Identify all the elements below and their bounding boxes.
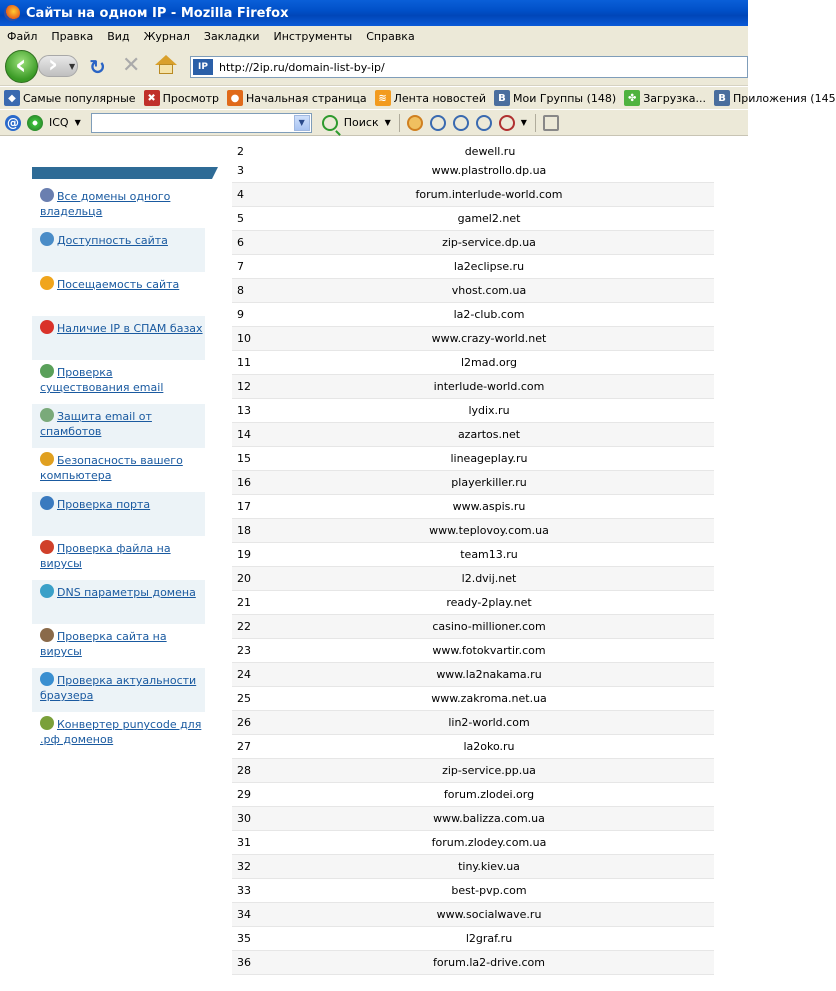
row-domain: best-pvp.com (451, 884, 527, 897)
row-domain: gamel2.net (457, 212, 521, 225)
sidebar-link-label[interactable]: Проверка порта (57, 498, 151, 511)
bookmark-label: Просмотр (162, 91, 220, 105)
lock-icon (40, 452, 54, 466)
bookmark-item[interactable] (227, 90, 367, 106)
table-row (232, 855, 714, 879)
menu-tools[interactable]: Инструменты (273, 29, 353, 43)
row-domain: l2mad.org (460, 356, 518, 369)
sidebar-link-label[interactable]: Наличие IP в СПАМ базах (57, 322, 203, 335)
history-dropdown-icon[interactable]: ▼ (69, 62, 76, 71)
row-domain: playerkiller.ru (451, 476, 527, 489)
vk-icon: B (494, 90, 510, 106)
convert-icon (40, 716, 54, 730)
sidebar-link-label[interactable]: Безопасность вашего компьютера (40, 454, 183, 482)
toolbar-separator (399, 114, 400, 132)
bookmark-item[interactable] (624, 90, 706, 106)
bookmark-label: Приложения (145 (733, 91, 836, 105)
virus-icon (40, 540, 54, 554)
firefox-icon: ● (227, 90, 243, 106)
row-domain: l2graf.ru (465, 932, 513, 945)
table-row (232, 543, 714, 567)
window-titlebar (0, 0, 748, 26)
sidebar-link-label[interactable]: Защита email от спамботов (40, 410, 152, 438)
row-number: 18 (237, 524, 251, 537)
row-number: 9 (237, 308, 244, 321)
sidebar-link[interactable] (32, 668, 205, 712)
table-row (232, 807, 714, 831)
row-number: 19 (237, 548, 251, 561)
rss-icon: ≋ (375, 90, 391, 106)
row-number: 23 (237, 644, 251, 657)
row-domain: forum.interlude-world.com (415, 188, 563, 201)
bookmark-label: Начальная страница (246, 91, 367, 105)
table-row (232, 879, 714, 903)
sidebar-link-label[interactable]: Проверка сайта на вирусы (40, 630, 167, 658)
table-row (232, 951, 714, 975)
row-domain: zip-service.dp.ua (442, 236, 536, 249)
row-number: 24 (237, 668, 251, 681)
table-row (232, 663, 714, 687)
row-number: 3 (237, 164, 244, 177)
row-domain: la2oko.ru (463, 740, 515, 753)
table-row (232, 159, 714, 183)
row-domain: www.zakroma.net.ua (431, 692, 547, 705)
download-dropdown-icon[interactable]: ▼ (520, 118, 527, 127)
back-button[interactable] (5, 50, 38, 83)
star-icon (40, 276, 54, 290)
sidebar-link-label[interactable]: Посещаемость сайта (57, 278, 180, 291)
table-row (232, 303, 714, 327)
vk-icon: B (714, 90, 730, 106)
sidebar-link[interactable] (32, 712, 205, 756)
download-icon[interactable] (499, 115, 515, 131)
row-number: 21 (237, 596, 251, 609)
navigation-toolbar (0, 46, 748, 86)
table-row (232, 711, 714, 735)
row-domain: www.teplovoy.com.ua (429, 524, 549, 537)
table-row (232, 207, 714, 231)
view-icon: ✖ (144, 90, 160, 106)
sidebar-link[interactable] (32, 272, 205, 316)
table-row (232, 615, 714, 639)
firefox-icon (4, 5, 20, 21)
sidebar-link[interactable] (32, 404, 205, 448)
row-number: 29 (237, 788, 251, 801)
table-row (232, 447, 714, 471)
row-domain: azartos.net (457, 428, 521, 441)
row-domain: la2eclipse.ru (453, 260, 525, 273)
row-number: 15 (237, 452, 251, 465)
row-domain: zip-service.pp.ua (442, 764, 536, 777)
table-row (232, 231, 714, 255)
row-number: 33 (237, 884, 251, 897)
table-row (232, 495, 714, 519)
row-number: 28 (237, 764, 251, 777)
at-icon[interactable]: @ (7, 115, 19, 130)
bookmark-label: Мои Группы (148) (512, 91, 617, 105)
row-number: 27 (237, 740, 251, 753)
row-number: 8 (237, 284, 244, 297)
row-domain: vhost.com.ua (451, 284, 527, 297)
globe-icon (40, 232, 54, 246)
table-row (232, 399, 714, 423)
row-number: 14 (237, 428, 251, 441)
row-number: 13 (237, 404, 251, 417)
table-row (232, 783, 714, 807)
sidebar-link[interactable] (32, 228, 205, 272)
sidebar-link-label[interactable]: Проверка существования email (40, 366, 164, 394)
sidebar-link[interactable] (32, 624, 205, 668)
bookmark-item[interactable] (494, 90, 616, 106)
sidebar-link[interactable] (32, 316, 205, 360)
table-row (232, 567, 714, 591)
bookmark-label: Загрузка... (643, 91, 706, 105)
table-row (232, 375, 714, 399)
eraser-icon[interactable] (543, 115, 559, 131)
sidebar-link-label[interactable]: Проверка актуальности браузера (40, 674, 197, 702)
menu-file[interactable]: Файл (7, 29, 38, 43)
sidebar-link[interactable] (32, 360, 205, 404)
mail-icon (40, 408, 54, 422)
stop-icon[interactable]: ✕ (122, 53, 141, 78)
row-number: 5 (237, 212, 244, 225)
browser-icon (40, 672, 54, 686)
url-text[interactable]: http://2ip.ru/domain-list-by-ip/ (219, 60, 385, 74)
toolbar-separator (535, 114, 536, 132)
row-number: 7 (237, 260, 244, 273)
row-number: 6 (237, 236, 244, 249)
row-domain: ready-2play.net (446, 596, 532, 609)
menu-view[interactable]: Вид (107, 29, 130, 43)
row-number: 36 (237, 956, 251, 969)
table-row (232, 735, 714, 759)
sidebar-link[interactable] (32, 448, 205, 492)
row-domain: tiny.kiev.ua (458, 860, 520, 873)
globe-icon (40, 188, 54, 202)
bookmark-item[interactable] (144, 90, 219, 106)
zoom-reset-icon[interactable] (453, 115, 469, 131)
row-number: 12 (237, 380, 251, 393)
bookmark-label: Самые популярные (23, 91, 136, 105)
table-row (232, 327, 714, 351)
page-content (0, 137, 748, 991)
row-number: 34 (237, 908, 251, 921)
row-number: 11 (237, 356, 251, 369)
row-number: 35 (237, 932, 251, 945)
home-icon[interactable] (155, 55, 177, 75)
bookmark-item[interactable] (4, 90, 136, 106)
menu-help[interactable]: Справка (366, 29, 415, 43)
mail-check-icon (40, 364, 54, 378)
row-domain: www.crazy-world.net (431, 332, 547, 345)
address-bar[interactable] (190, 56, 748, 78)
row-number: 22 (237, 620, 251, 633)
globe-icon (40, 496, 54, 510)
row-domain: interlude-world.com (433, 380, 545, 393)
table-row (232, 831, 714, 855)
row-domain: lineageplay.ru (450, 452, 528, 465)
row-number: 2 (237, 145, 244, 158)
row-domain: forum.zlodei.org (443, 788, 535, 801)
bookmark-item[interactable] (375, 90, 486, 106)
table-row (232, 903, 714, 927)
row-number: 4 (237, 188, 244, 201)
chevron-down-icon[interactable]: ▼ (294, 115, 310, 131)
row-number: 31 (237, 836, 251, 849)
row-domain: lydix.ru (468, 404, 510, 417)
row-number: 30 (237, 812, 251, 825)
sidebar-link[interactable] (32, 580, 205, 624)
sidebar (32, 184, 205, 756)
row-number: 25 (237, 692, 251, 705)
row-domain: casino-millioner.com (432, 620, 546, 633)
menu-edit[interactable]: Правка (51, 29, 94, 43)
menu-history[interactable]: Журнал (143, 29, 190, 43)
sidebar-link[interactable] (32, 536, 205, 580)
zoom-in-icon[interactable] (430, 115, 446, 131)
reload-icon[interactable]: ↻ (89, 55, 106, 79)
row-number: 26 (237, 716, 251, 729)
icq-dropdown-icon[interactable]: ▼ (74, 118, 81, 127)
user-icon (40, 628, 54, 642)
search-dropdown-icon[interactable]: ▼ (384, 118, 391, 127)
table-row (232, 591, 714, 615)
table-row (232, 639, 714, 663)
sidebar-link-label[interactable]: DNS параметры домена (57, 586, 196, 599)
bookmarks-toolbar (0, 87, 836, 109)
sidebar-link[interactable] (32, 492, 205, 536)
search-button[interactable]: Поиск (343, 116, 379, 129)
table-row (232, 423, 714, 447)
menu-bookmarks[interactable]: Закладки (203, 29, 260, 43)
table-row (232, 927, 714, 951)
mask-icon[interactable] (407, 115, 423, 131)
search-icon[interactable] (322, 115, 338, 131)
icq-label[interactable]: ICQ (49, 116, 69, 129)
row-domain: l2.dvij.net (461, 572, 517, 585)
sidebar-link-label[interactable]: Проверка файла на вирусы (40, 542, 171, 570)
table-row (232, 255, 714, 279)
clover-icon: ✤ (624, 90, 640, 106)
row-number: 10 (237, 332, 251, 345)
row-domain: www.la2nakama.ru (436, 668, 542, 681)
sidebar-link-label[interactable]: Все домены одного владельца (40, 190, 171, 218)
row-number: 17 (237, 500, 251, 513)
popular-icon: ◆ (4, 90, 20, 106)
table-row (232, 279, 714, 303)
icq-toolbar (0, 110, 748, 136)
row-domain: www.aspis.ru (452, 500, 526, 513)
table-row (232, 759, 714, 783)
sidebar-link[interactable] (32, 184, 205, 228)
bookmark-item[interactable] (714, 90, 836, 106)
table-row (232, 471, 714, 495)
menu-bar (0, 26, 748, 46)
site-favicon-icon: IP (193, 59, 213, 75)
icq-flower-icon[interactable] (27, 115, 43, 131)
sidebar-link-label[interactable]: Конвертер punycode для .рф доменов (40, 718, 202, 746)
row-domain: forum.la2-drive.com (433, 956, 545, 969)
bookmark-label: Лента новостей (393, 91, 486, 105)
dns-icon (40, 584, 54, 598)
domain-table (232, 159, 714, 975)
row-number: 16 (237, 476, 251, 489)
window-title: Сайты на одном IP - Mozilla Firefox (26, 5, 289, 21)
icq-search-input[interactable] (91, 113, 312, 133)
row-domain: www.socialwave.ru (436, 908, 542, 921)
row-domain: team13.ru (460, 548, 518, 561)
sidebar-header-strip (32, 167, 212, 179)
table-row (232, 519, 714, 543)
row-domain: www.balizza.com.ua (433, 812, 545, 825)
zoom-out-icon[interactable] (476, 115, 492, 131)
sidebar-link-label[interactable]: Доступность сайта (57, 234, 168, 247)
row-number: 20 (237, 572, 251, 585)
row-number: 32 (237, 860, 251, 873)
row-domain: la2-club.com (453, 308, 525, 321)
table-row (232, 687, 714, 711)
table-row (232, 183, 714, 207)
table-row (232, 351, 714, 375)
row-domain: forum.zlodey.com.ua (431, 836, 547, 849)
row-domain: www.plastrollo.dp.ua (431, 164, 547, 177)
stop-icon (40, 320, 54, 334)
row-domain: www.fotokvartir.com (432, 644, 546, 657)
row-domain: dewell.ru (464, 145, 516, 158)
row-domain: lin2-world.com (448, 716, 530, 729)
